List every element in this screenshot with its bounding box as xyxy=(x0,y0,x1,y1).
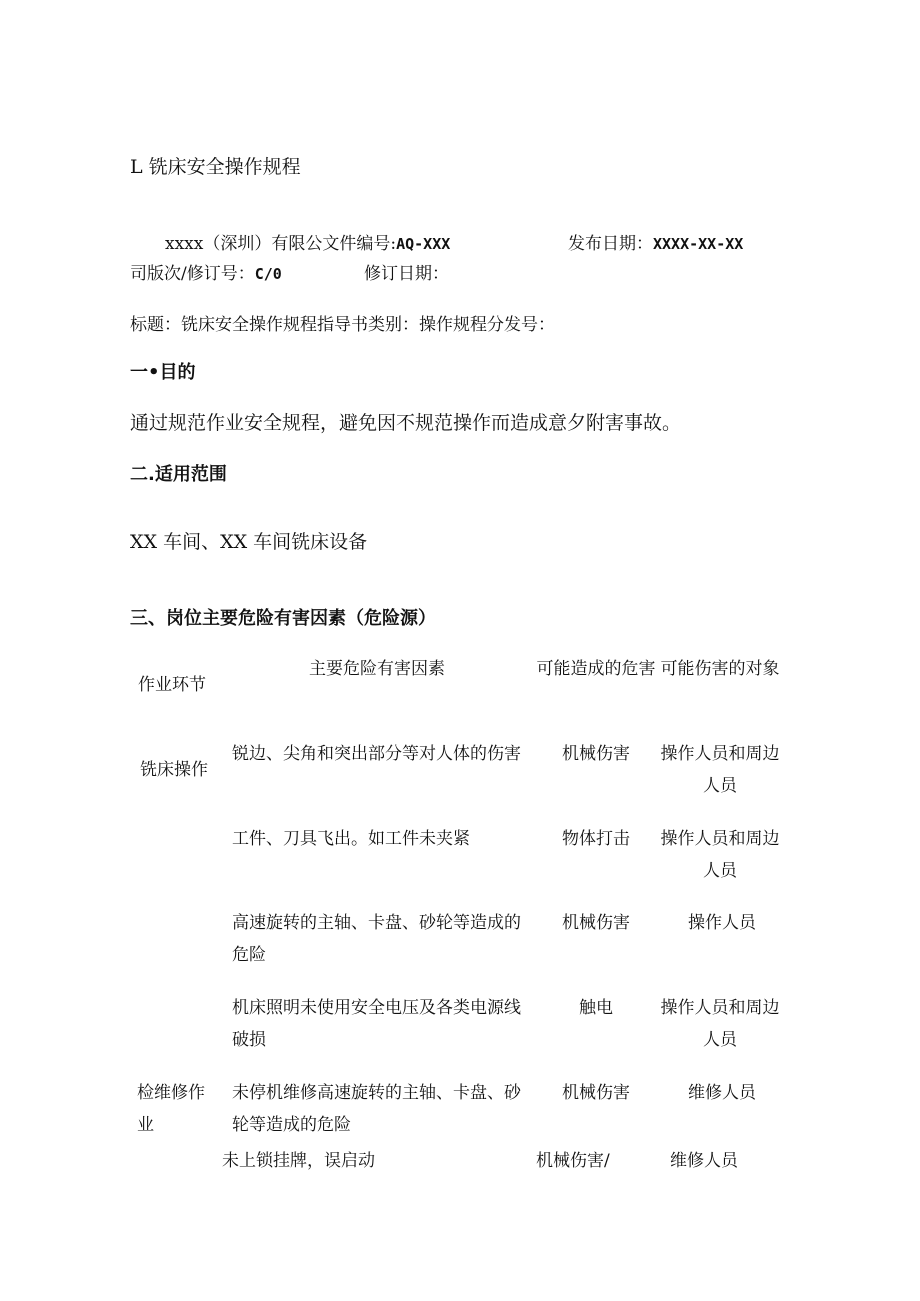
version-label: 版次/修订号： xyxy=(147,264,255,284)
row-5-stage: 检维修作业 xyxy=(137,1083,205,1135)
publish-date-label: 发布日期： xyxy=(568,234,653,254)
row-1-stage: 铣床操作 xyxy=(140,760,208,780)
publish-date xyxy=(568,229,743,254)
row-3-harm: 机械伤害 xyxy=(562,913,630,933)
row-6-harm: 机械伤害/ xyxy=(536,1151,610,1171)
header-target: 可能伤害的对象 xyxy=(660,659,780,679)
doc-number-value: AQ-XXX xyxy=(396,235,451,253)
company-name-part2: 司 xyxy=(130,264,147,284)
section-1-heading: 一•目的 xyxy=(130,362,196,383)
header-stage: 作业环节 xyxy=(138,675,206,695)
row-6-factor: 未上锁挂牌，误启动 xyxy=(222,1151,375,1171)
row-2-harm: 物体打击 xyxy=(562,829,630,849)
meta-line-2 xyxy=(130,259,282,284)
row-5-harm: 机械伤害 xyxy=(562,1083,630,1103)
row-3-target: 操作人员 xyxy=(688,913,756,933)
header-harm: 可能造成的危害 xyxy=(536,659,656,679)
row-6-target: 维修人员 xyxy=(670,1151,738,1171)
revise-date-label: 修订日期： xyxy=(364,264,449,284)
row-2-target: 操作人员和周边人员 xyxy=(660,829,780,881)
row-4-factor: 机床照明未使用安全电压及各类电源线破损 xyxy=(232,998,521,1050)
row-2-factor: 工件、刀具飞出。如工件未夹紧 xyxy=(232,829,470,849)
section-3-heading: 三、岗位主要危险有害因素（危险源） xyxy=(130,608,436,629)
row-1-harm: 机械伤害 xyxy=(562,744,630,764)
row-1-target: 操作人员和周边人员 xyxy=(660,744,780,796)
section-2-body: XX 车间、XX 车间铣床设备 xyxy=(130,531,368,553)
publish-date-value: XXXX-XX-XX xyxy=(653,235,744,253)
document-title: L 铣床安全操作规程 xyxy=(130,156,301,178)
row-5-target: 维修人员 xyxy=(688,1083,756,1103)
row-3-factor: 高速旋转的主轴、卡盘、砂轮等造成的危险 xyxy=(232,913,521,965)
row-1-factor: 锐边、尖角和突出部分等对人体的伤害 xyxy=(232,744,521,764)
version-value: C/0 xyxy=(254,265,282,283)
meta-line-1 xyxy=(165,229,450,254)
subject-line: 标题：铣床安全操作规程指导书类别：操作规程分发号： xyxy=(130,315,555,335)
section-2-heading: 二.适用范围 xyxy=(130,464,227,485)
company-name-part1: xxxx（深圳）有限公 xyxy=(165,234,323,254)
section-1-body: 通过规范作业安全规程，避免因不规范操作而造成意夕附害事故。 xyxy=(130,412,682,434)
header-factor: 主要危险有害因素 xyxy=(309,659,445,679)
row-5-factor: 未停机维修高速旋转的主轴、卡盘、砂轮等造成的危险 xyxy=(232,1083,521,1135)
row-4-harm: 触电 xyxy=(579,998,613,1018)
doc-number-label: 文件编号: xyxy=(322,234,397,254)
row-4-target: 操作人员和周边人员 xyxy=(660,998,780,1050)
